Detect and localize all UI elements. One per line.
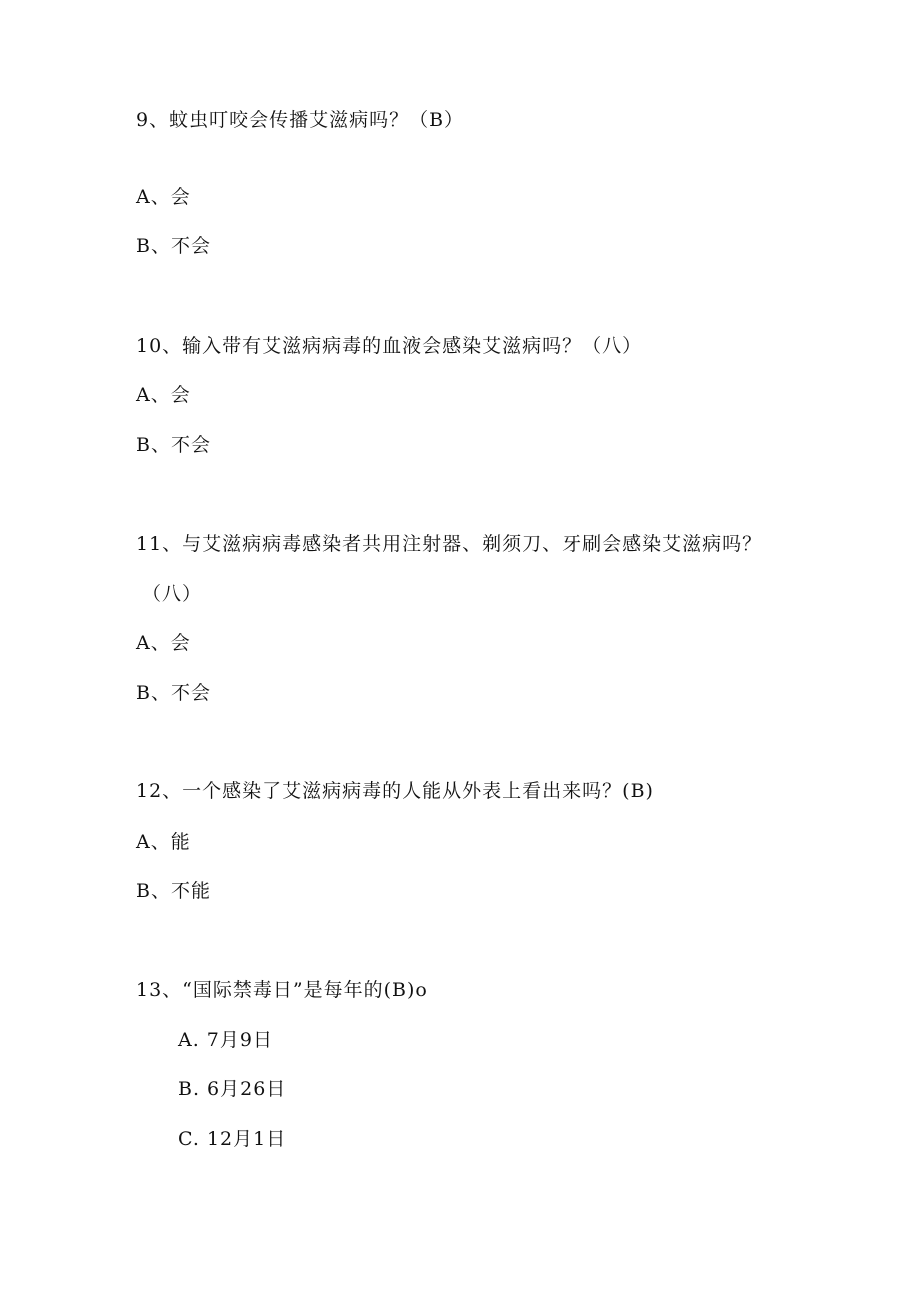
question-9-option-a: A、会 — [136, 186, 191, 208]
question-9-text: 9、蚊虫叮咬会传播艾滋病吗？（B） — [136, 109, 465, 131]
question-11-text-continued: （八） — [142, 583, 203, 605]
question-12-option-b: B、不能 — [136, 880, 211, 902]
question-13-option-b: B. 6月26日 — [178, 1078, 287, 1100]
question-12-option-a: A、能 — [136, 831, 191, 853]
question-11-option-b: B、不会 — [136, 682, 211, 704]
question-12-text: 12、一个感染了艾滋病病毒的人能从外表上看出来吗？(B) — [136, 780, 654, 802]
question-11-option-a: A、会 — [136, 632, 191, 654]
question-13-option-a: A. 7月9日 — [178, 1029, 273, 1051]
question-10-option-b: B、不会 — [136, 434, 211, 456]
question-10-option-a: A、会 — [136, 384, 191, 406]
question-10-text: 10、输入带有艾滋病病毒的血液会感染艾滋病吗？（八） — [136, 335, 643, 357]
question-9-option-b: B、不会 — [136, 235, 211, 257]
question-11-text: 11、与艾滋病病毒感染者共用注射器、剃须刀、牙刷会感染艾滋病吗？ — [136, 533, 763, 555]
question-13-option-c: C. 12月1日 — [178, 1128, 287, 1150]
question-13-text: 13、“国际禁毒日”是每年的(B)o — [136, 979, 428, 1001]
